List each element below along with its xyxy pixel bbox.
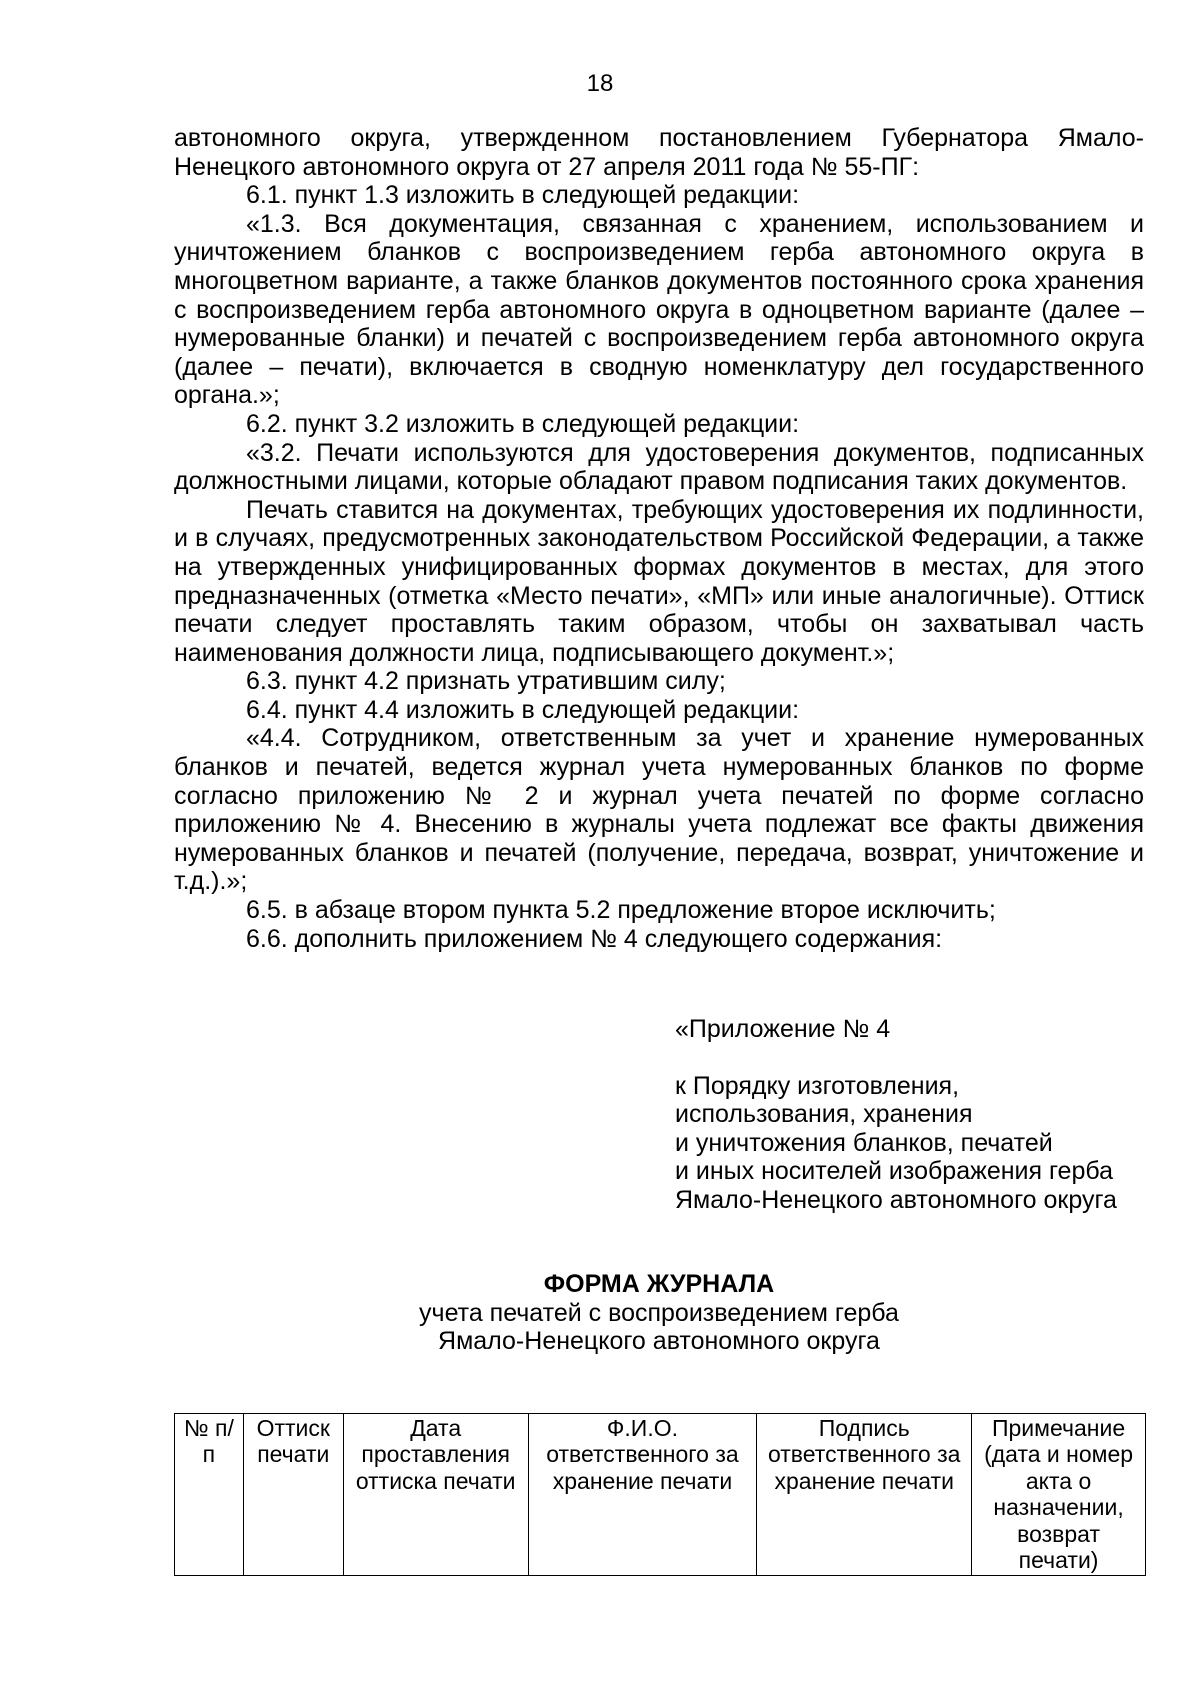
paragraph-6-2: 6.2. пункт 3.2 изложить в следующей редакции: bbox=[246, 409, 800, 438]
appendix-title: «Приложение № 4 bbox=[675, 1015, 891, 1043]
appendix-block bbox=[675, 1015, 1175, 1215]
appendix-line: использования, хранения bbox=[675, 1100, 973, 1129]
paragraph-6-5: 6.5. в абзаце втором пункта 5.2 предложение второе исключить; bbox=[246, 896, 996, 925]
form-subtitle-line: Ямало-Ненецкого автономного округа bbox=[438, 1327, 880, 1356]
paragraph-4-4-text: «4.4. Сотрудником, ответственным за учет и хранение нумерованных бланков и печатей, ведется журнал учета нумерованных бланков по форме согласно приложению № 2 и журнал учета печатей по форме согласно приложению № 4. Внесению в журналы учета подлежат все факты движения нумерованных бланков и печатей (получение, передача, возврат, уничтожение и т.д.).»; bbox=[174, 724, 1144, 896]
paragraph-6-3: 6.3. пункт 4.2 признать утратившим силу; bbox=[246, 667, 726, 696]
paragraph-6-6: 6.6. дополнить приложением № 4 следующего содержания: bbox=[246, 924, 943, 953]
appendix-line: к Порядку изготовления, bbox=[675, 1071, 960, 1100]
form-heading bbox=[174, 1270, 1144, 1356]
paragraph-6-4: 6.4. пункт 4.4 изложить в следующей редакции: bbox=[246, 695, 800, 724]
paragraph-intro: автономного округа, утвержденном постановлением Губернатора Ямало-Ненецкого автономного округа от 27 апреля 2011 года № 55-ПГ: bbox=[174, 124, 1144, 181]
paragraph-6-1: 6.1. пункт 1.3 изложить в следующей редакции: bbox=[246, 181, 800, 210]
column-header-seal-imprint: Оттиск печати bbox=[243, 1414, 343, 1576]
page-number: 18 bbox=[586, 70, 614, 97]
column-header-signature: Подпись ответственного за хранение печати bbox=[757, 1414, 972, 1576]
column-header-note: Примечание (дата и номер акта о назначении, возврат печати) bbox=[972, 1414, 1146, 1576]
journal-table bbox=[174, 1413, 1146, 1576]
paragraph-1-3-text: «1.3. Вся документация, связанная с хранением, использованием и уничтожением бланков с воспроизведением герба автономного округа в многоцветном варианте, а также бланков документов постоянного срока хранения с воспроизведением герба автономного округа в одноцветном варианте (далее – нумерованные бланки) и печатей с воспроизведением герба автономного округа (далее – печати), включается в сводную номенклатуру дел государственного органа.»; bbox=[174, 209, 1144, 410]
journal-header-row bbox=[175, 1414, 1146, 1576]
appendix-line: и уничтожения бланков, печатей bbox=[675, 1128, 1053, 1157]
appendix-line: Ямало-Ненецкого автономного округа bbox=[675, 1185, 1117, 1214]
paragraph-seal-placement: Печать ставится на документах, требующих удостоверения их подлинности, и в случаях, предусмотренных законодательством Российской Федерации, а также на утвержденных унифицированных формах документов в местах, для этого предназначенных (отметка «Место печати», «МП» или иные аналогичные). Оттиск печати следует проставлять таким образом, чтобы он захватывал часть наименования должности лица, подписывающего документ.»; bbox=[174, 495, 1144, 667]
column-header-date: Дата проставления оттиска печати bbox=[343, 1414, 528, 1576]
form-title: ФОРМА ЖУРНАЛА bbox=[543, 1270, 775, 1298]
appendix-line: и иных носителей изображения герба bbox=[675, 1157, 1114, 1186]
column-header-responsible-name: Ф.И.О. ответственного за хранение печати bbox=[528, 1414, 757, 1576]
paragraph-3-2-text: «3.2. Печати используются для удостоверения документов, подписанных должностными лицами, которые обладают правом подписания таких документов. bbox=[174, 438, 1144, 496]
document-body bbox=[174, 124, 1144, 953]
column-header-number: № п/п bbox=[175, 1414, 244, 1576]
form-subtitle-line: учета печатей с воспроизведением герба bbox=[419, 1298, 899, 1327]
